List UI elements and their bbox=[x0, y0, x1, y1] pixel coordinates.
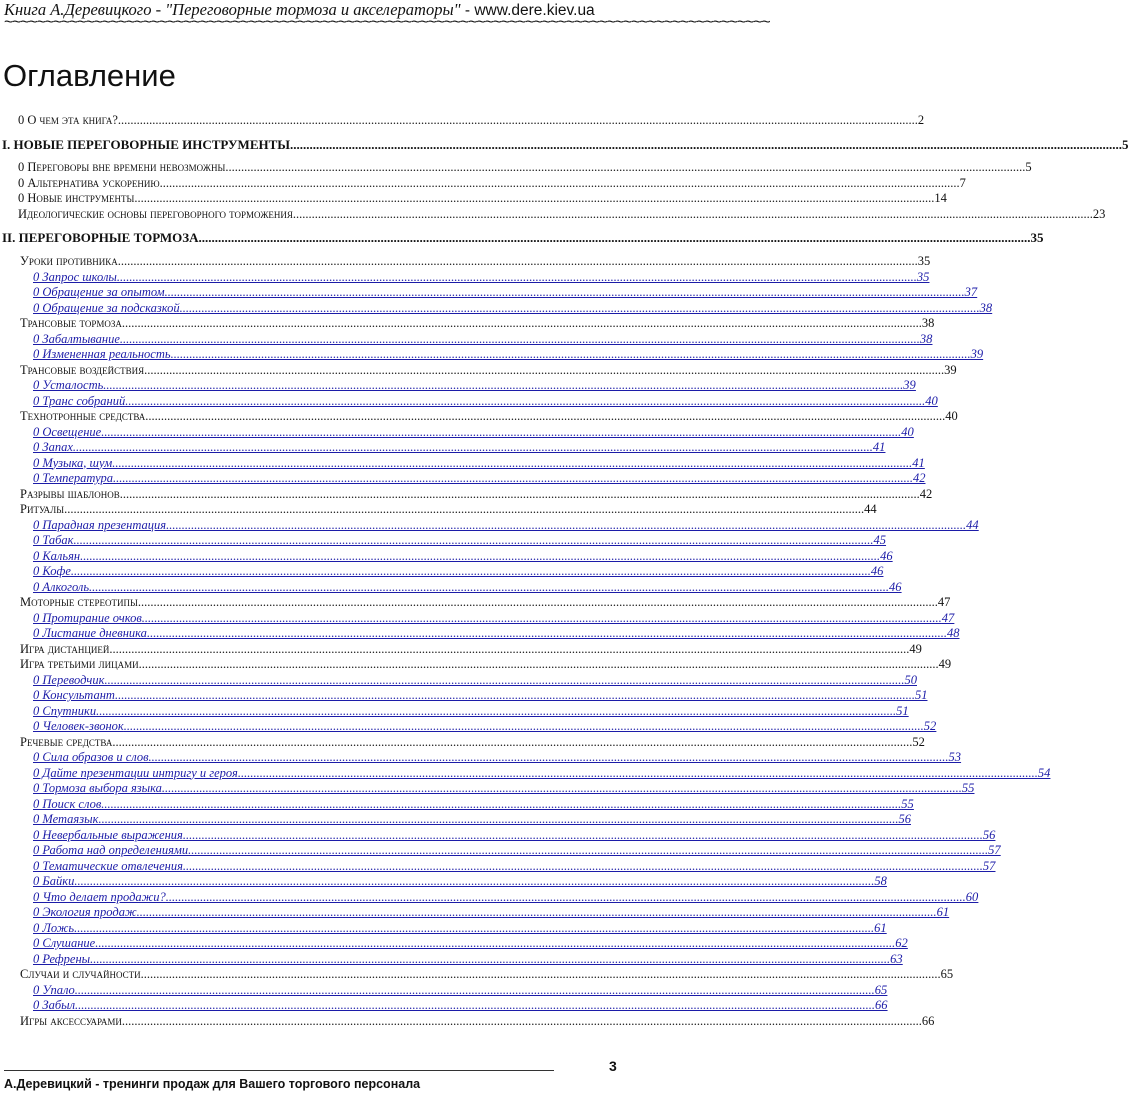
dot-leader bbox=[74, 921, 874, 936]
toc-entry-title: 0 Байки bbox=[33, 874, 75, 888]
dot-leader bbox=[125, 394, 925, 409]
toc-link-entry[interactable] bbox=[33, 331, 933, 348]
toc-entry-page: 61 bbox=[936, 905, 950, 919]
toc-entry bbox=[18, 191, 947, 207]
toc-entry-page: 41 bbox=[912, 455, 925, 470]
dot-leader bbox=[118, 113, 918, 128]
toc-entry-title: 0 Работа над определениями bbox=[33, 843, 189, 857]
toc-entry-title: Идеологические основы переговорного торможения bbox=[18, 207, 293, 221]
dot-leader bbox=[115, 688, 915, 703]
toc-entry-page: 35 bbox=[917, 254, 931, 268]
toc-link-entry[interactable] bbox=[33, 998, 888, 1014]
toc-entry-page: 55 bbox=[961, 781, 975, 795]
dot-leader bbox=[142, 611, 942, 626]
toc-entry-title: 0 Освещение bbox=[33, 424, 102, 439]
toc-entry bbox=[20, 595, 951, 611]
toc-entry-title: 0 Консультант bbox=[33, 688, 115, 702]
toc-entry-page: 55 bbox=[901, 796, 914, 811]
toc-link-entry[interactable] bbox=[33, 393, 938, 410]
toc-link-entry[interactable] bbox=[33, 951, 903, 968]
toc-entry bbox=[18, 207, 1106, 223]
dot-leader bbox=[293, 207, 1093, 222]
toc-entry-title: 0 Обращение за опытом bbox=[33, 285, 165, 299]
dot-leader bbox=[98, 812, 898, 827]
toc-entry-title: Уроки противника bbox=[20, 254, 118, 268]
dot-leader bbox=[75, 998, 875, 1013]
header-tilde-rule: ~~~~~~~~~~~~~~~~~~~~~~~~~~~~~~~~~~~~~~~~~~~~~~~~~~~~~~~~~~~~~~~~~~~~~~~~~~~~~~~~~~~~~~~~~~~~~~ bbox=[4, 14, 770, 31]
toc-entry bbox=[18, 113, 925, 129]
toc-entry-title: 0 Экология продаж bbox=[33, 905, 137, 919]
dot-leader bbox=[137, 905, 937, 920]
toc-link-entry[interactable] bbox=[33, 781, 975, 797]
toc-entry-page: 7 bbox=[959, 176, 966, 190]
toc-link-entry[interactable] bbox=[33, 269, 930, 286]
toc-entry-title: 0 Транс собраний bbox=[33, 393, 126, 408]
toc-entry-title: Трансовые воздействия bbox=[20, 362, 145, 377]
dot-leader bbox=[171, 347, 971, 362]
dot-leader bbox=[122, 316, 922, 331]
toc-entry-title: Трансовые тормоза bbox=[20, 316, 122, 330]
dot-leader bbox=[165, 285, 965, 300]
dot-leader bbox=[75, 983, 875, 998]
toc-part-heading bbox=[2, 230, 1044, 248]
toc-entry-title: 0 Человек-звонок bbox=[33, 719, 124, 733]
footer-text: А.Деревицкий - тренинги продаж для Вашего торгового персонала bbox=[4, 1077, 421, 1091]
toc-entry-title: 0 Поиск слов bbox=[33, 796, 102, 811]
toc-link-entry[interactable] bbox=[33, 471, 926, 487]
toc-entry-page: 41 bbox=[872, 440, 886, 454]
dot-leader bbox=[162, 781, 962, 796]
toc-link-entry[interactable] bbox=[33, 672, 917, 689]
toc-entry bbox=[20, 641, 922, 658]
dot-leader bbox=[183, 859, 983, 874]
dot-leader bbox=[122, 1014, 922, 1029]
toc-entry-page: 44 bbox=[966, 517, 979, 532]
toc-link-entry[interactable] bbox=[33, 858, 996, 875]
toc-entry-page: 35 bbox=[916, 269, 930, 284]
toc-entry-page: 66 bbox=[875, 998, 888, 1012]
dot-leader bbox=[118, 254, 918, 269]
toc-link-entry[interactable] bbox=[33, 889, 979, 906]
toc-entry-page: 49 bbox=[909, 641, 922, 656]
toc-entry-title: II. ПЕРЕГОВОРНЫЕ ТОРМОЗА bbox=[2, 230, 199, 245]
toc-link-entry[interactable] bbox=[33, 440, 886, 456]
toc-entry-title: 0 Ложь bbox=[33, 920, 75, 935]
dot-leader bbox=[104, 673, 904, 688]
toc-entry bbox=[20, 1013, 935, 1030]
dot-leader bbox=[64, 502, 864, 517]
toc-entry-page: 38 bbox=[919, 331, 933, 346]
toc-entry-page: 45 bbox=[873, 533, 887, 547]
toc-link-entry[interactable] bbox=[33, 533, 887, 549]
toc-entry-page: 57 bbox=[982, 858, 996, 873]
dot-leader bbox=[113, 471, 913, 486]
toc-entry-title: 0 Кофе bbox=[33, 564, 71, 578]
dot-leader bbox=[124, 719, 924, 734]
toc-entry bbox=[20, 362, 957, 379]
toc-entry-page: 62 bbox=[895, 936, 908, 950]
toc-entry-title: 0 Запрос школы bbox=[33, 269, 117, 284]
toc-entry-page: 23 bbox=[1092, 207, 1106, 221]
footer-rule bbox=[4, 1070, 554, 1071]
dot-leader bbox=[290, 137, 1122, 153]
toc-entry-page: 51 bbox=[896, 703, 909, 718]
dot-leader bbox=[103, 378, 903, 393]
toc-entry-page: 42 bbox=[913, 471, 926, 485]
toc-entry-title: 0 Кальян bbox=[33, 548, 81, 563]
toc-entry-page: 48 bbox=[946, 626, 960, 640]
toc-link-entry[interactable] bbox=[33, 564, 884, 580]
toc-entry-title: 0 Парадная презентация bbox=[33, 517, 167, 532]
toc-entry-page: 58 bbox=[874, 874, 887, 888]
toc-entry-title: 0 Дайте презентации интригу и героя bbox=[33, 765, 238, 780]
toc-link-entry[interactable] bbox=[33, 579, 902, 596]
toc-entry-page: 14 bbox=[934, 191, 947, 205]
dot-leader bbox=[112, 735, 912, 750]
toc-link-entry[interactable] bbox=[33, 765, 1051, 782]
toc-entry-page: 39 bbox=[970, 347, 984, 361]
toc-link-entry[interactable] bbox=[33, 812, 911, 828]
toc-entry-title: 0 Забалтывание bbox=[33, 331, 120, 346]
dot-leader bbox=[73, 440, 873, 455]
toc-entry-title: 0 Обращение за подсказкой bbox=[33, 300, 180, 315]
toc-entry-page: 35 bbox=[1030, 230, 1044, 245]
toc-entry-title: 0 Переговоры вне времени невозможны bbox=[18, 160, 226, 174]
toc-entry-page: 5 bbox=[1025, 160, 1032, 174]
toc-entry-page: 60 bbox=[965, 889, 979, 904]
dot-leader bbox=[109, 642, 909, 657]
toc-entry-title: 0 Новые инструменты bbox=[18, 191, 135, 205]
toc-entry-title: 0 Алкоголь bbox=[33, 579, 90, 594]
toc-entry-title: 0 Тематические отвлечения bbox=[33, 858, 183, 873]
toc-entry-page: 50 bbox=[904, 672, 917, 687]
toc-entry-title: 0 Слушание bbox=[33, 936, 96, 950]
toc-entry-title: 0 Тормоза выбора языка bbox=[33, 781, 162, 795]
dot-leader bbox=[199, 230, 1031, 246]
toc-entry-title: Ритуалы bbox=[20, 502, 65, 516]
toc-link-entry[interactable] bbox=[33, 548, 893, 565]
toc-entry bbox=[20, 486, 933, 503]
toc-link-entry[interactable] bbox=[33, 626, 960, 642]
toc-entry-title: 0 Сила образов и слов bbox=[33, 750, 149, 764]
site-url[interactable]: www.dere.kiev.ua bbox=[474, 2, 595, 19]
toc-entry-title: 0 Альтернатива ускорению bbox=[18, 176, 160, 190]
dot-leader bbox=[183, 828, 983, 843]
toc-part-heading bbox=[2, 137, 1129, 155]
dot-leader bbox=[166, 518, 966, 533]
dot-leader bbox=[139, 657, 939, 672]
toc-entry-title: Разрывы шаблонов bbox=[20, 486, 120, 501]
toc-entry-title: 0 Запах bbox=[33, 440, 73, 454]
toc-entry-page: 39 bbox=[903, 378, 916, 392]
toc-entry-page: 37 bbox=[964, 285, 978, 299]
toc-entry-title: Игры аксессуарами bbox=[20, 1013, 122, 1028]
toc-entry-page: 40 bbox=[925, 393, 938, 408]
toc-entry bbox=[20, 734, 925, 751]
toc-entry bbox=[20, 409, 958, 425]
toc-link-entry[interactable] bbox=[33, 936, 908, 952]
toc-entry-page: 57 bbox=[988, 843, 1001, 857]
dot-leader bbox=[120, 487, 920, 502]
toc-entry-page: 44 bbox=[864, 502, 877, 516]
dot-leader bbox=[166, 890, 966, 905]
dot-leader bbox=[74, 533, 874, 548]
toc-entry-title: 0 Переводчик bbox=[33, 672, 105, 687]
toc-entry-title: 0 О чем эта книга? bbox=[18, 113, 118, 127]
toc-entry-page: 65 bbox=[874, 982, 888, 997]
toc-entry-title: 0 Музыка, шум bbox=[33, 455, 113, 470]
toc-entry bbox=[20, 254, 931, 270]
dot-leader bbox=[160, 176, 960, 191]
dot-leader bbox=[225, 160, 1025, 175]
toc-entry-page: 39 bbox=[944, 362, 957, 377]
toc-entry-page: 56 bbox=[982, 827, 996, 842]
toc-entry-title: Игра дистанцией bbox=[20, 641, 110, 656]
toc-entry-title: 0 Листание дневника bbox=[33, 626, 147, 640]
toc-entry-title: I. НОВЫЕ ПЕРЕГОВОРНЫЕ ИНСТРУМЕНТЫ bbox=[2, 137, 291, 152]
toc-entry-page: 40 bbox=[945, 409, 958, 423]
dot-leader bbox=[147, 626, 947, 641]
dot-leader bbox=[117, 270, 917, 285]
toc-entry-title: 0 Рефрены bbox=[33, 951, 91, 966]
header-separator: - bbox=[460, 2, 475, 19]
toc-entry-page: 5 bbox=[1122, 137, 1129, 152]
toc-entry-page: 42 bbox=[919, 486, 933, 501]
toc-link-entry[interactable] bbox=[33, 843, 1001, 859]
toc-entry-title: Случаи и случайности bbox=[20, 967, 141, 981]
toc-entry-page: 54 bbox=[1037, 765, 1051, 780]
dot-leader bbox=[180, 301, 980, 316]
toc-link-entry[interactable] bbox=[33, 703, 909, 720]
toc-entry bbox=[20, 502, 877, 518]
toc-entry-page: 47 bbox=[937, 595, 951, 609]
toc-entry-page: 52 bbox=[923, 719, 937, 733]
dot-leader bbox=[120, 332, 920, 347]
toc-link-entry[interactable] bbox=[33, 796, 914, 813]
dot-leader bbox=[141, 967, 941, 982]
toc-entry-title: 0 Протирание очков bbox=[33, 610, 142, 625]
dot-leader bbox=[101, 425, 901, 440]
toc-entry-title: 0 Забыл bbox=[33, 998, 76, 1012]
dot-leader bbox=[149, 750, 949, 765]
toc-entry-page: 56 bbox=[898, 812, 911, 826]
toc-entry bbox=[20, 967, 954, 983]
toc-entry-page: 65 bbox=[940, 967, 954, 981]
dot-leader bbox=[71, 564, 871, 579]
toc-entry bbox=[18, 176, 966, 192]
dot-leader bbox=[96, 704, 896, 719]
toc-link-entry[interactable] bbox=[33, 378, 916, 394]
toc-entry-title: Речевые средства bbox=[20, 734, 113, 749]
toc-entry-title: 0 Невербальные выражения bbox=[33, 827, 183, 842]
dot-leader bbox=[74, 874, 874, 889]
toc-entry-page: 47 bbox=[941, 610, 955, 625]
toc-entry-title: 0 Упало bbox=[33, 982, 75, 997]
toc-entry-page: 49 bbox=[938, 657, 952, 671]
dot-leader bbox=[89, 580, 889, 595]
toc-entry-page: 46 bbox=[880, 548, 893, 563]
toc-link-entry[interactable] bbox=[33, 285, 978, 301]
toc-entry-page: 40 bbox=[901, 424, 914, 439]
toc-link-entry[interactable] bbox=[33, 455, 925, 472]
toc-entry-page: 66 bbox=[921, 1013, 935, 1028]
toc-entry-page: 51 bbox=[914, 688, 928, 702]
toc-link-entry[interactable] bbox=[33, 905, 950, 921]
toc-link-entry[interactable] bbox=[33, 874, 887, 890]
toc-link-entry[interactable] bbox=[33, 300, 993, 317]
page-title: Оглавление bbox=[3, 58, 176, 93]
toc-link-entry[interactable] bbox=[33, 827, 996, 844]
book-title: Книга А.Деревицкого - "Переговорные тормоза и акселераторы" bbox=[4, 0, 461, 19]
toc-link-entry[interactable] bbox=[33, 347, 984, 363]
toc-entry-page: 52 bbox=[912, 734, 925, 749]
toc-entry-title: 0 Что делает продажи? bbox=[33, 889, 166, 904]
toc-entry-page: 63 bbox=[890, 951, 903, 966]
toc-entry bbox=[20, 316, 935, 332]
toc-link-entry[interactable] bbox=[33, 688, 928, 704]
dot-leader bbox=[101, 797, 901, 812]
dot-leader bbox=[112, 456, 912, 471]
dot-leader bbox=[188, 843, 988, 858]
dot-leader bbox=[238, 766, 1038, 781]
toc-entry-page: 38 bbox=[921, 316, 935, 330]
toc-entry-title: 0 Метаязык bbox=[33, 812, 99, 826]
toc-link-entry[interactable] bbox=[33, 517, 979, 534]
toc-entry-title: 0 Температура bbox=[33, 471, 113, 485]
dot-leader bbox=[138, 595, 938, 610]
toc-entry-page: 2 bbox=[917, 113, 925, 127]
dot-leader bbox=[90, 952, 890, 967]
toc-entry-page: 61 bbox=[874, 920, 887, 935]
dot-leader bbox=[144, 363, 944, 378]
toc-entry-title: Игра третьими лицами bbox=[20, 657, 139, 671]
toc-entry-title: Моторные стереотипы bbox=[20, 595, 138, 609]
toc-link-entry[interactable] bbox=[33, 982, 888, 999]
toc-entry-title: 0 Усталость bbox=[33, 378, 104, 392]
toc-entry-page: 46 bbox=[889, 579, 902, 594]
toc-link-entry[interactable] bbox=[33, 610, 955, 627]
toc-entry bbox=[20, 657, 952, 673]
toc-link-entry[interactable] bbox=[33, 750, 962, 766]
toc-entry-page: 46 bbox=[870, 564, 884, 578]
toc-link-entry[interactable] bbox=[33, 719, 937, 735]
toc-entry-title: 0 Табак bbox=[33, 533, 74, 547]
dot-leader bbox=[134, 191, 934, 206]
toc-link-entry[interactable] bbox=[33, 424, 914, 441]
toc-entry-page: 38 bbox=[979, 300, 993, 315]
dot-leader bbox=[145, 409, 945, 424]
page-number: 3 bbox=[609, 1058, 617, 1074]
toc-entry bbox=[18, 160, 1032, 176]
toc-link-entry[interactable] bbox=[33, 920, 887, 937]
dot-leader bbox=[80, 549, 880, 564]
toc-entry-title: 0 Измененная реальность bbox=[33, 347, 171, 361]
dot-leader bbox=[95, 936, 895, 951]
toc-entry-title: Технотронные средства bbox=[20, 409, 146, 423]
toc-entry-title: 0 Спутники bbox=[33, 703, 97, 718]
toc-entry-page: 53 bbox=[948, 750, 962, 764]
